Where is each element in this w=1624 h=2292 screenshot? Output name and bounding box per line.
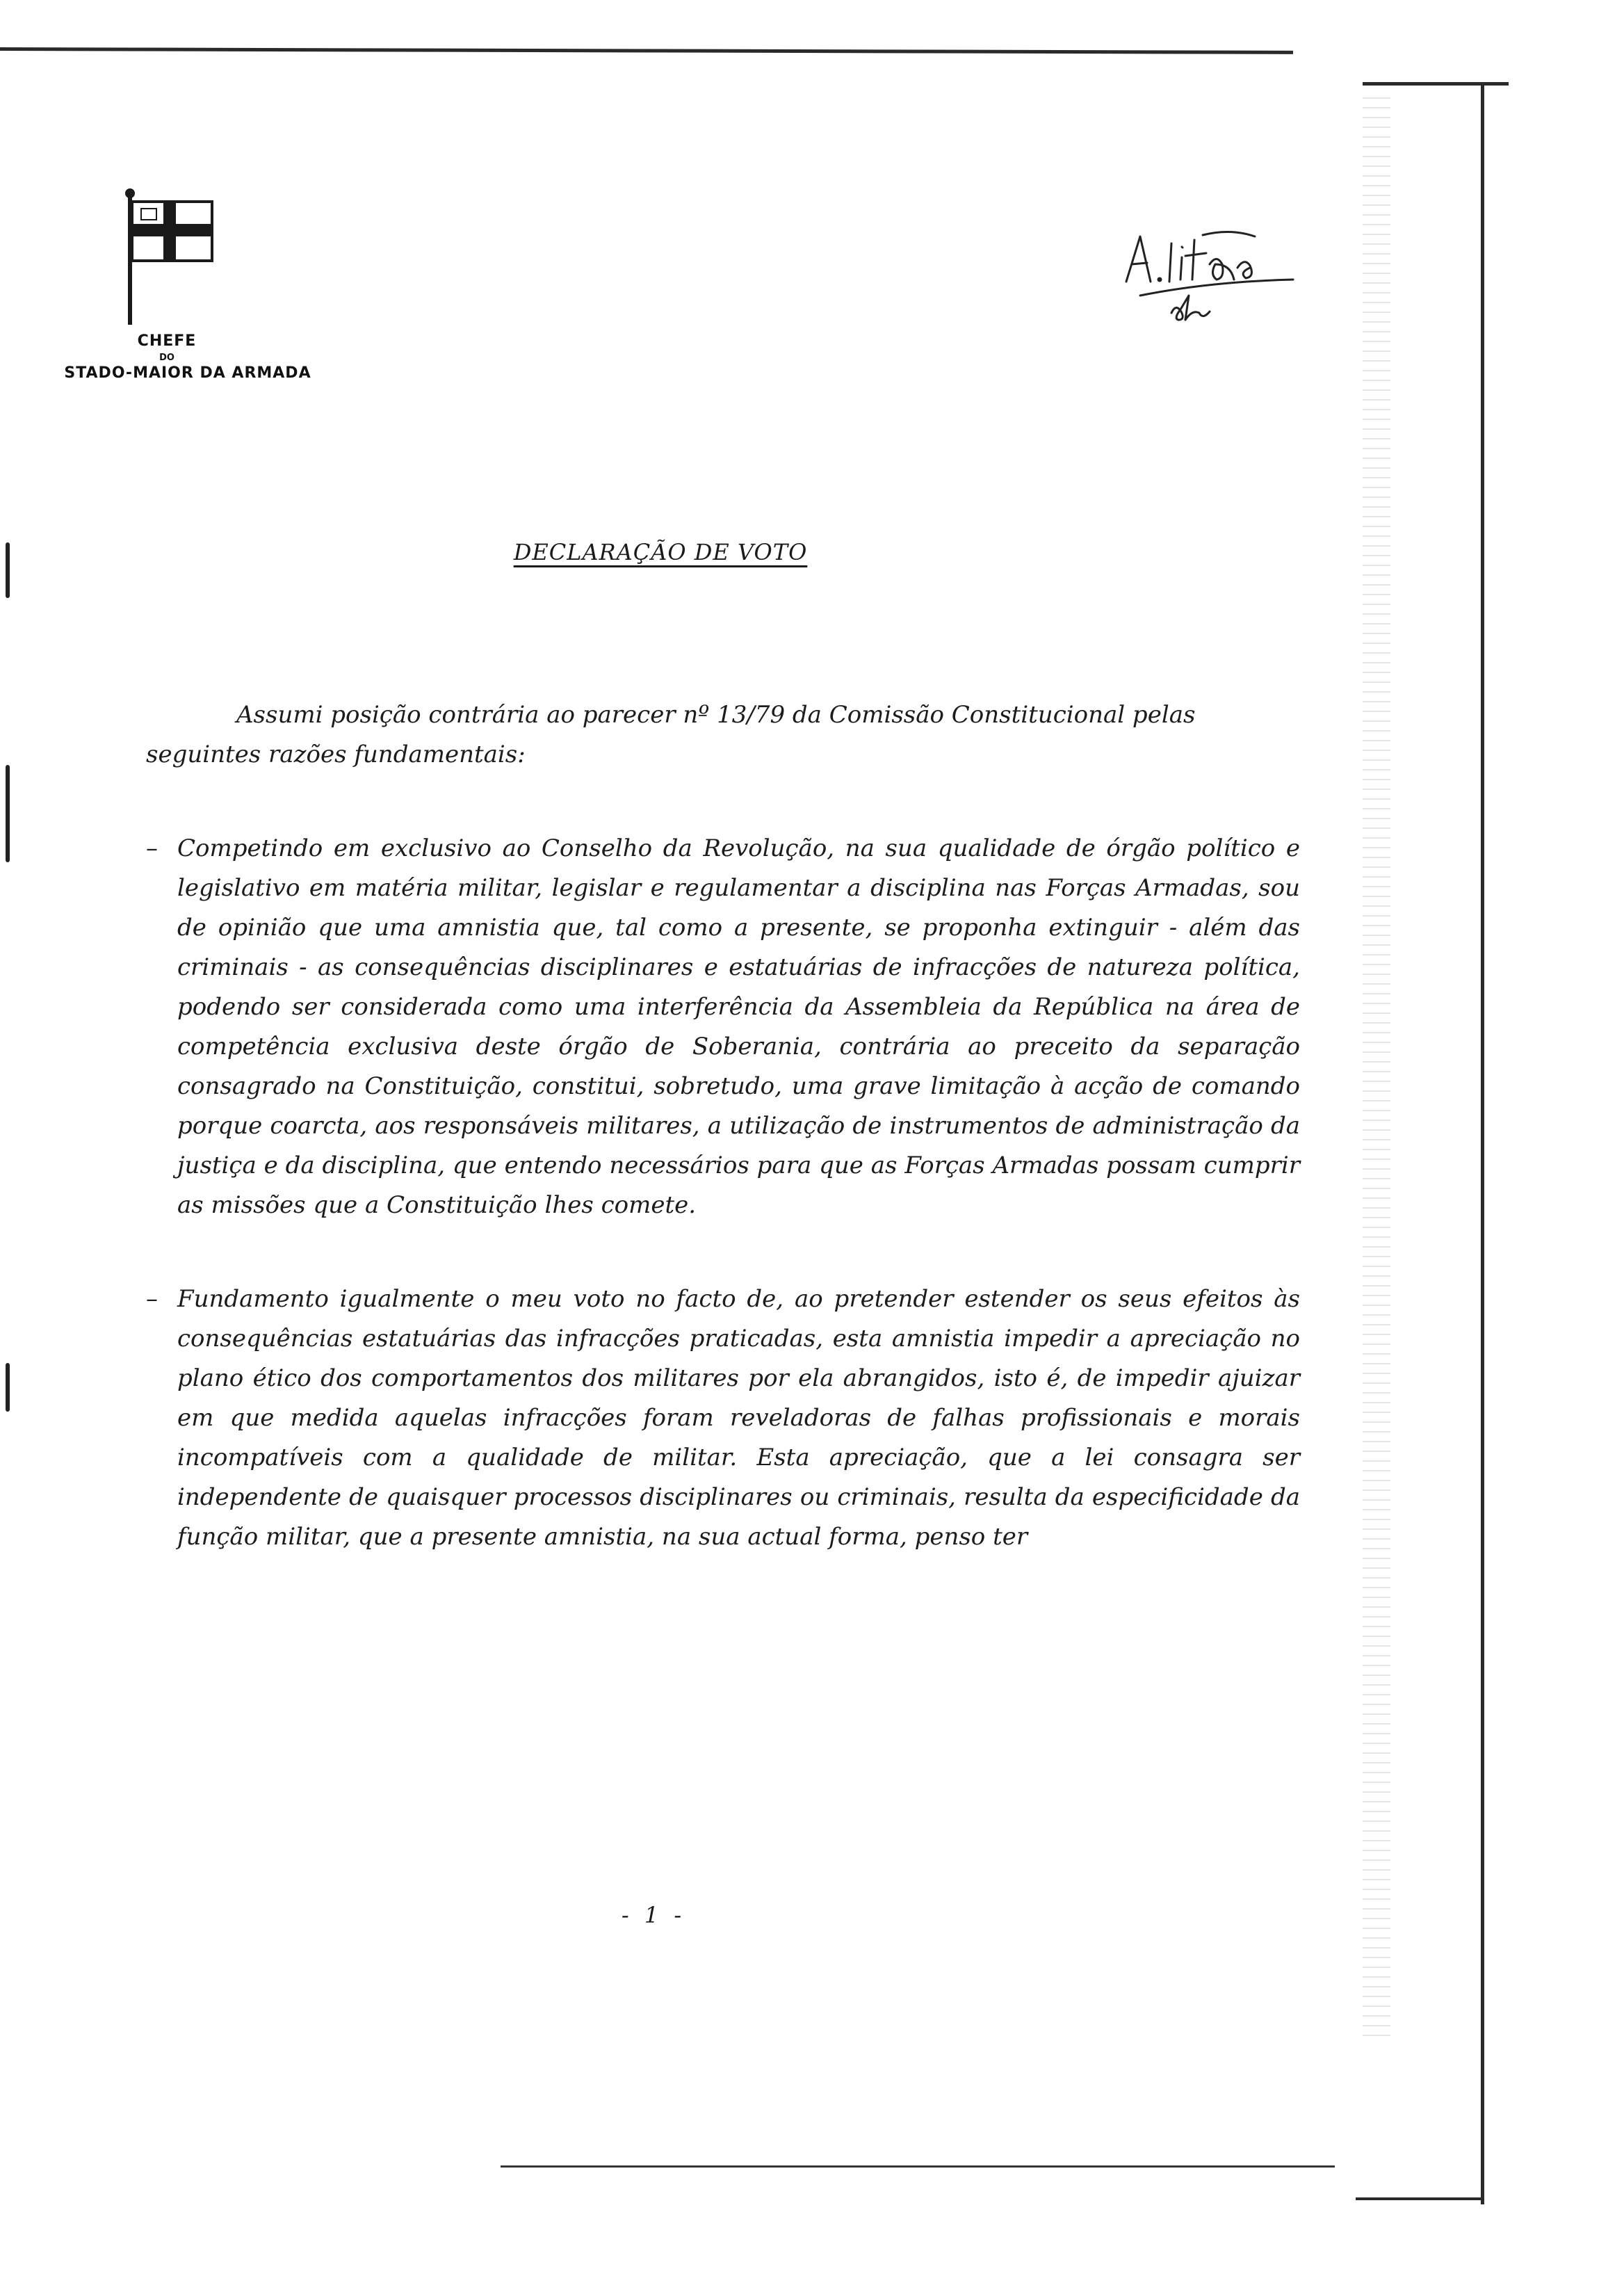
letterhead: [42, 332, 334, 382]
handwritten-annotation: [1112, 216, 1321, 327]
letterhead-line-1: CHEFE: [137, 332, 197, 350]
scan-edge-bottom: [501, 2165, 1335, 2168]
document-title: DECLARAÇÃO DE VOTO: [513, 539, 808, 565]
letterhead-line-2: DO: [159, 353, 174, 363]
scan-speckle: [1363, 97, 1390, 2044]
document-body: [146, 695, 1300, 1611]
list-item-text: Competindo em exclusivo ao Conselho da Revolução, na sua qualidade de órgão político e legislativo em matéria militar, legislar e regulamentar a disciplina nas Forças Armadas, sou de opinião que uma amnistia que, tal como a presente, se proponha extinguir - além das criminais - as consequências disciplinares e estatuárias de infracções de natureza política, podendo ser considerada como uma interferência da Assembleia da República na área de competência exclusiva deste órgão de Soberania, contrária ao preceito da separação consagrado na Constituição, constitui, sobretudo, uma grave limitação à acção de comando porque coarcta, aos responsáveis militares, a utilização de instrumentos de administração da justiça e da disciplina, que entendo necessários para que as Forças Armadas possam cumprir as missões que a Constituição lhes comete.: [177, 834, 1300, 1219]
list-item: [146, 1280, 1300, 1557]
list-item: [146, 829, 1300, 1225]
letterhead-line-3: STADO-MAIOR DA ARMADA: [64, 364, 311, 382]
scan-mark-left: [6, 765, 10, 862]
page-number: - 1 -: [621, 1902, 686, 1928]
scan-mark-left: [6, 1363, 10, 1412]
naval-flag-emblem-icon: [122, 188, 219, 327]
intro-paragraph: Assumi posição contrária ao parecer nº 13/79 da Comissão Constitucional pelas seguintes razões fundamentais:: [146, 701, 1196, 768]
scan-edge-top-right: [1363, 82, 1509, 86]
list-item-text: Fundamento igualmente o meu voto no facto de, ao pretender estender os seus efeitos às consequências estatuárias das infracções praticadas, esta amnistia impedir a apreciação no plano ético dos comportamentos dos militares por ela abrangidos, isto é, de impedir ajuizar em que medida aquelas infracções foram reveladoras de falhas profissionais e morais incompatíveis com a qualidade de militar. Esta apreciação, que a lei consagra ser independente de quaisquer processos disciplinares ou criminais, resulta da especificidade da função militar, que a presente amnistia, na sua actual forma, penso ter: [177, 1285, 1300, 1551]
scan-edge-bottom-right: [1356, 2197, 1484, 2200]
bullet-dash: –: [146, 834, 158, 862]
scan-edge-top: [0, 47, 1293, 54]
bullet-dash: –: [146, 1285, 158, 1313]
scan-edge-right: [1481, 83, 1484, 2204]
